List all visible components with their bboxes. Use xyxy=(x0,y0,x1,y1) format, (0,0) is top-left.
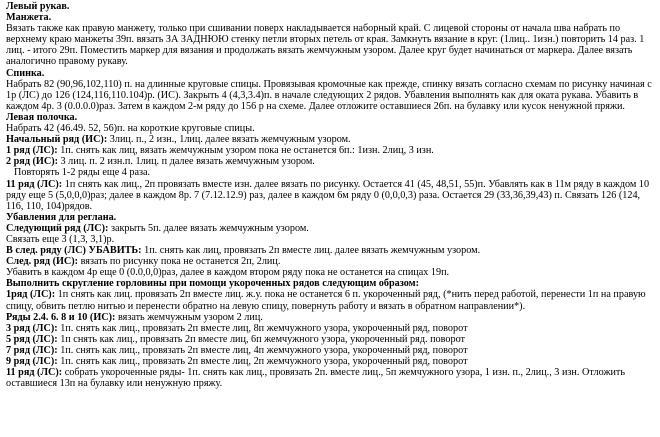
bold-heading-text: Манжета. xyxy=(6,12,52,24)
body-text: Повторять 1-2 ряды еще 4 раза. xyxy=(14,167,151,179)
bold-heading-text: Выполнить скругление горловины при помощи укороченных рядов следующим образом: xyxy=(6,278,420,290)
body-text: вязать жемчужным узором 2 лиц. xyxy=(115,311,263,323)
text-paragraph xyxy=(6,267,654,278)
body-text: 3 лиц. п. 2 изн.п. 1лиц. п далее вязать жемчужным узором. xyxy=(57,156,315,168)
body-text: Набрать 82 (90,96,102,110) п. на длинные круговые спицы. Провязывая кромочные как прежде, спинку вязать согласно схемам по рисунку начиная с 1р (ЛС) до 126 (124,116,110.104)р. (ИС). Закрыть 4 (4,3,3.4)п. в начале следующих 2 рядов. Убавления выполнять как для оката рукава. Убавить в каждом 4р. 3 (0.0.0.0)раз. Затем в каждом 2-м ряду до 156 р на схеме. Далее отложите оставшиеся 26п. на булавку или кусок ненужной пряжи. xyxy=(6,78,652,112)
body-text: закрыть 5п. далее вязать жемчужным узором. xyxy=(108,222,309,234)
bold-heading-text: 5 ряд (ЛС): xyxy=(6,333,58,345)
text-paragraph xyxy=(6,289,654,311)
body-text: 1п. снять как лиц, вязать жемчужным узором пока не останется 6п.: 1изн. 2лиц, 3 изн. xyxy=(57,145,434,157)
text-paragraph xyxy=(6,234,654,245)
body-text: 1п снять как лиц., 2п провязать вместе изн. далее вязать по рисунку. Остается 41 (45, 48,51, 55)п. Убавлять как в 11м ряду в каждом 10 ряду еще 5 (5,0,0,0)раз; далее в каждом 8р. 7 (7.12.12.9) раз, далее в каждом 6м ряду 0 (0,0,0,3) раза. Остается 29 (33,36,39,43) п. Связать 126 (124, 116, 110, 104)рядов. xyxy=(6,178,650,212)
bold-heading-text: 3 ряд (ЛС): xyxy=(6,322,58,334)
body-text: 1п. снять как лиц, провязать 2п вместе лиц. далее вязать жемчужным узором. xyxy=(141,245,481,257)
text-paragraph xyxy=(6,256,654,267)
text-paragraph xyxy=(6,212,654,223)
bold-heading-text: 11 ряд (ЛС): xyxy=(6,367,63,379)
text-paragraph xyxy=(6,356,654,367)
bold-heading-text: Ряды 2.4. 6. 8 и 10 (ИС): xyxy=(6,311,116,323)
text-paragraph xyxy=(6,179,654,212)
bold-heading-text: Следующий ряд (ЛС): xyxy=(6,222,109,234)
text-paragraph xyxy=(6,323,654,334)
bold-heading-text: 7 ряд (ЛС): xyxy=(6,344,58,356)
text-paragraph xyxy=(6,112,654,123)
text-paragraph xyxy=(6,367,654,389)
bold-heading-text: В след. ряду (ЛС) УБАВИТЬ: xyxy=(6,245,142,257)
bold-heading-text: 2 ряд (ИС): xyxy=(6,156,58,168)
text-paragraph xyxy=(6,23,654,67)
text-paragraph xyxy=(6,12,654,23)
text-paragraph xyxy=(6,167,654,178)
text-paragraph xyxy=(6,334,654,345)
text-paragraph xyxy=(6,79,654,112)
text-paragraph xyxy=(6,156,654,167)
body-text: 1п снять как лиц. провязать 2п вместе лиц. ж.у. пока не останется 6 п. укороченный ряд, (*нить перед работой, перенести 1п на правую спицу, обвить петлю нитью и перенести обратно на левую спицу, повернуть работу и вязать в обратном направлении*). xyxy=(6,289,646,312)
text-paragraph xyxy=(6,1,654,12)
bold-heading-text: 11 ряд (ЛС): xyxy=(6,178,63,190)
body-text: 1п. снять как лиц., провязать 2п вместе лиц, 4п жемчужного узора, укороченный ряд, поворот xyxy=(57,344,468,356)
bold-heading-text: 1 ряд (ЛС): xyxy=(6,145,58,157)
bold-heading-text: Левый рукав. xyxy=(6,1,70,12)
bold-heading-text: Левая полочка. xyxy=(6,111,78,123)
body-text: 3лиц. п., 2 изн., 1лиц. далее вязать жемчужным узором. xyxy=(107,134,351,146)
text-paragraph xyxy=(6,223,654,234)
text-paragraph xyxy=(6,68,654,79)
bold-heading-text: 1ряд (ЛС): xyxy=(6,289,56,301)
text-paragraph xyxy=(6,123,654,134)
body-text: собрать укороченные ряды- 1п. снять как лиц., провязать 2п. вместе лиц., 5п жемчужного узора, 1 изн. п., 2лиц., 3 изн. Отложить оставшиеся 13п на булавку или ненужную пряжу. xyxy=(6,367,626,390)
body-text: 1п снять как лиц., провязать 2п вместе лиц, 6п жемчужного узора, укороченный ряд. поворот xyxy=(57,333,465,345)
body-text: Связать еще 3 (1,3, 3,1)р. xyxy=(6,233,115,245)
body-text: Убавить в каждом 4р еще 0 (0.0,0,0)раз, далее в каждом втором ряду пока не останется на спицах 19п. xyxy=(6,267,450,279)
body-text: Вязать также как правую манжету, только при сшивании поверх накладывается наборный край. С лицевой стороны от начала шва набрать по верхнему краю манжеты 39п. вязать ЗА ЗАДНЮЮ стенку петли вторых петель от края. Замкнуть вязание в круг. (1лиц.. 1изн.) повторить 14 раз. 1 лиц. - итого 29п. Поместить маркер для вязания и продолжать вязать жемчужным узором. Далее круг будет начинаться от маркера. Далее вязать аналогично правому рукаву. xyxy=(6,23,645,68)
bold-heading-text: Начальный ряд (ИС): xyxy=(6,134,108,146)
bold-heading-text: Спинка. xyxy=(6,67,45,79)
text-paragraph xyxy=(6,145,654,156)
body-text: вязать по рисунку пока не останется 2п, 2лиц. xyxy=(78,256,281,268)
bold-heading-text: След. ряд (ИС): xyxy=(6,256,79,268)
text-paragraph xyxy=(6,312,654,323)
text-paragraph xyxy=(6,134,654,145)
bold-heading-text: 9 ряд (ЛС): xyxy=(6,356,58,367)
text-paragraph xyxy=(6,245,654,256)
body-text: Набрать 42 (46.49. 52, 56)п. на короткие круговые спицы. xyxy=(6,123,255,135)
text-paragraph xyxy=(6,278,654,289)
body-text: 1п. снять как лиц., провязать 2п вместе лиц, 8п жемчужного узора, укороченный ряд, поворот xyxy=(57,322,468,334)
text-paragraph xyxy=(6,345,654,356)
body-text: 1п. снять как лиц., провязать 2п вместе лиц, 2п жемчужного узора, укороченный ряд, поворот xyxy=(57,356,468,367)
bold-heading-text: Убавления для реглана. xyxy=(6,211,117,223)
